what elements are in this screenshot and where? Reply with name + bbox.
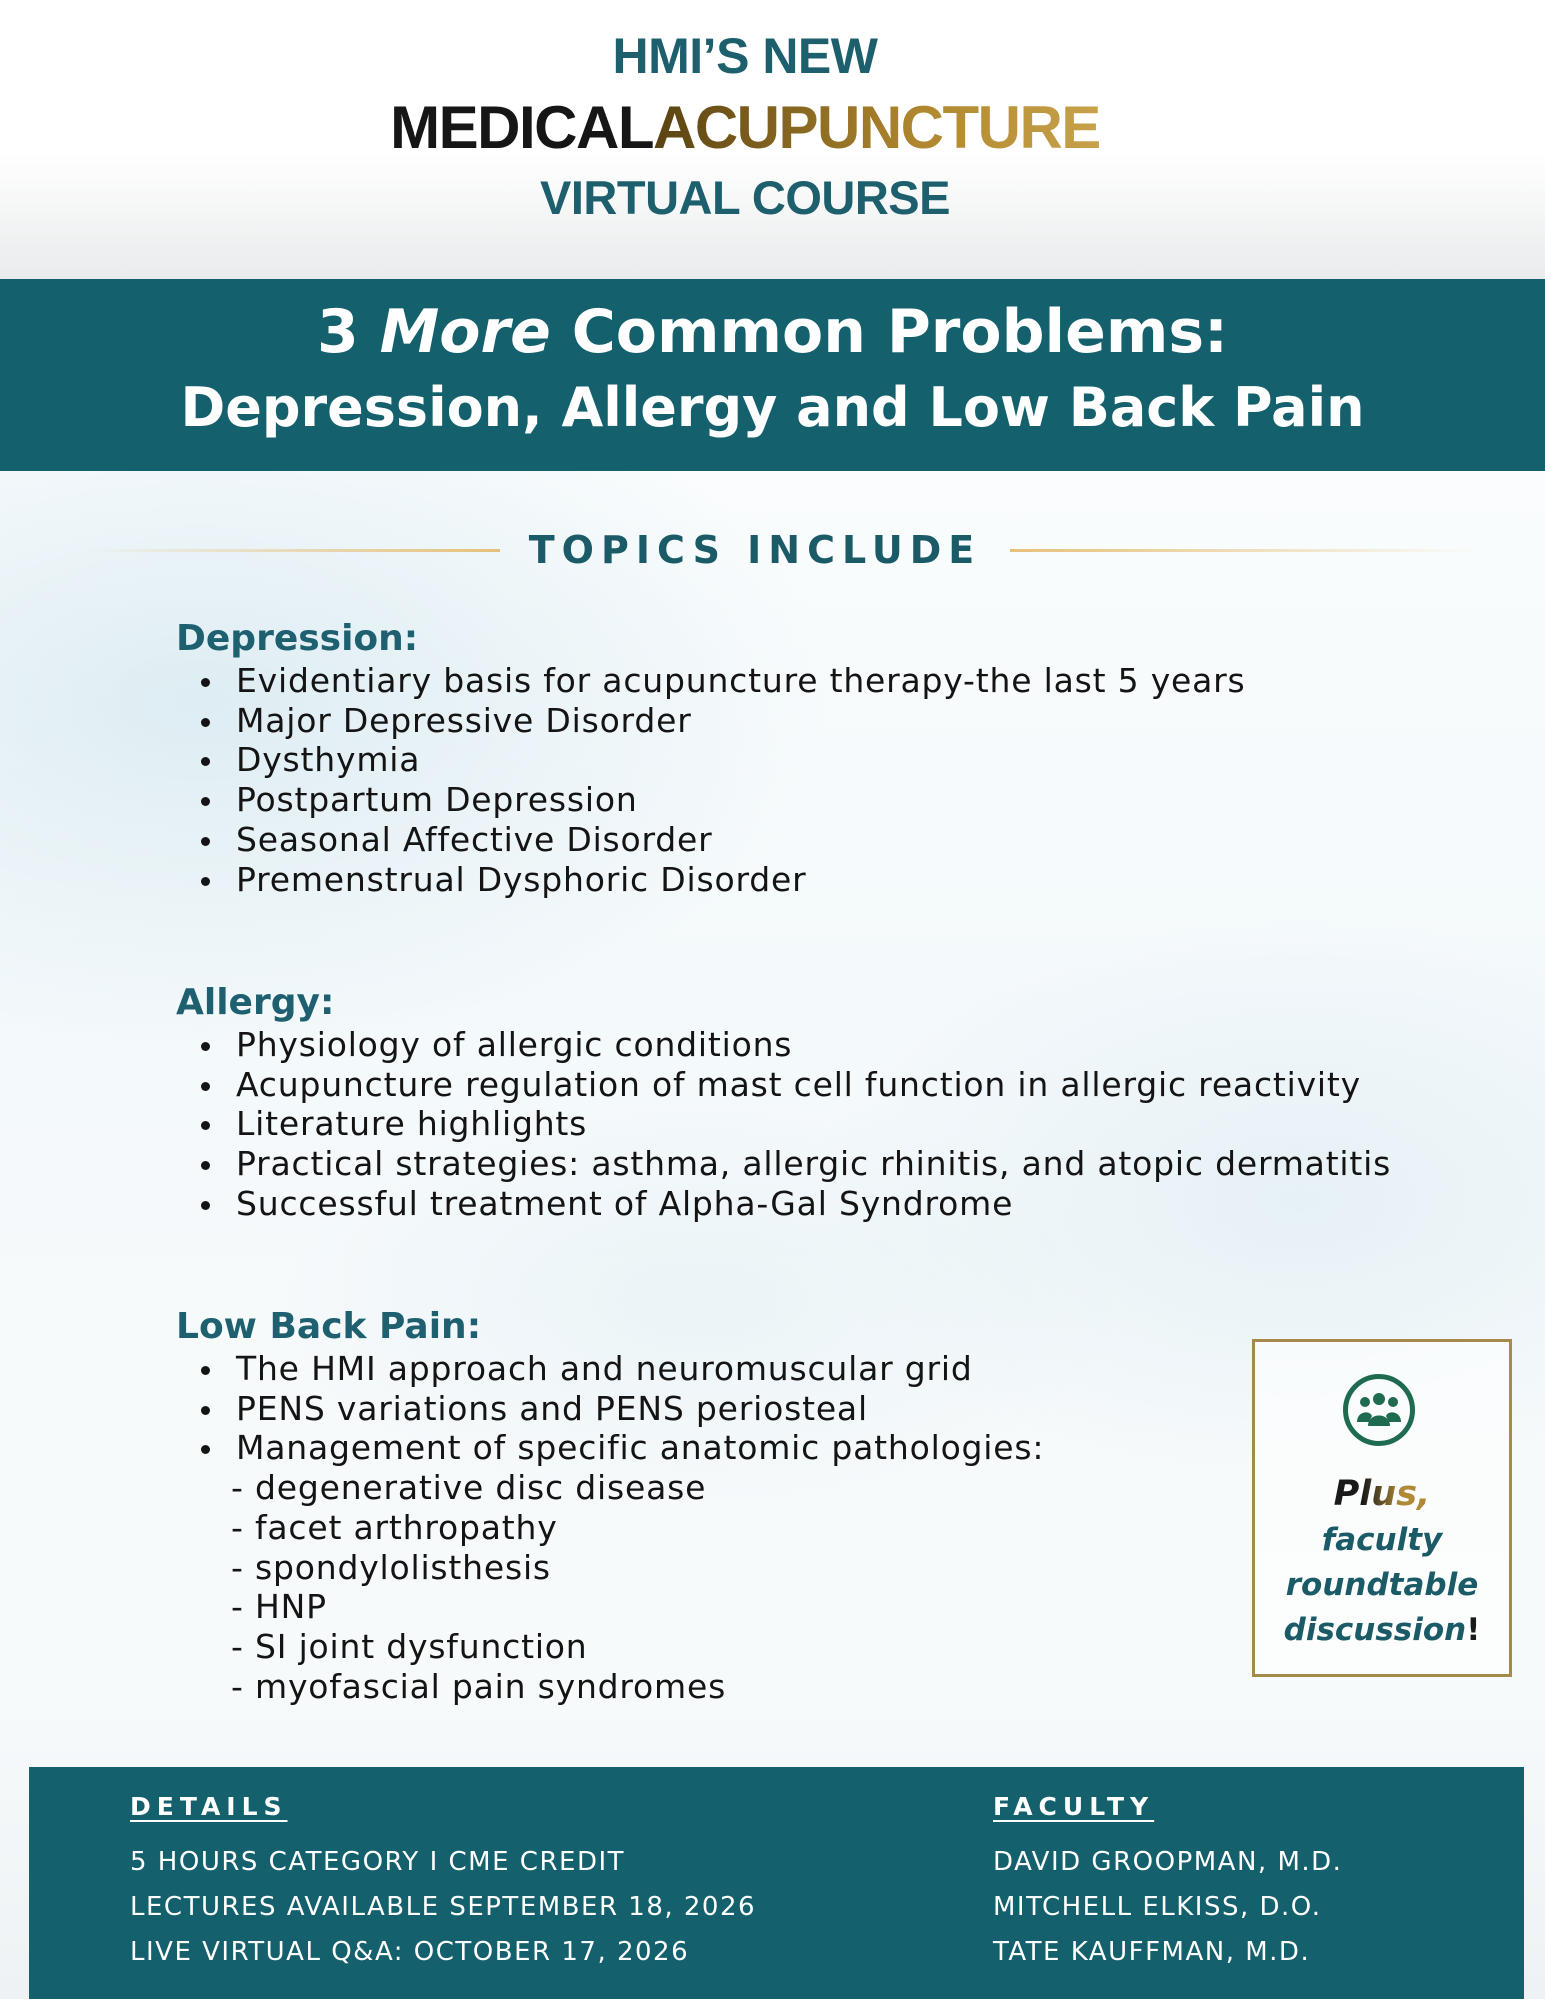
title-line-1: HMI’S NEW [612, 28, 878, 84]
sub-list-item: - spondylolisthesis [231, 1547, 551, 1587]
title-medical: MEDICAL [390, 94, 653, 161]
title-line-2 [0, 90, 1490, 166]
callout-text [1255, 1472, 1509, 1653]
list-item: Dysthymia [176, 740, 1246, 780]
title-acupuncture: ACUPUNCTURE [652, 94, 1100, 161]
list-item: The HMI approach and neuromuscular grid [176, 1349, 1044, 1389]
list-item: Successful treatment of Alpha-Gal Syndrome [176, 1184, 1391, 1224]
gold-divider-right [1010, 549, 1480, 552]
callout-exclamation: ! [1466, 1612, 1481, 1648]
list-item: Management of specific anatomic pathologies: [176, 1428, 1044, 1468]
sub-list-item: - HNP [231, 1587, 327, 1627]
topic-list [176, 661, 1246, 899]
list-item: Evidentiary basis for acupuncture therapy-the last 5 years [176, 661, 1246, 701]
details-line: 5 HOURS CATEGORY I CME CREDIT [130, 1847, 626, 1877]
faculty-column [993, 1787, 1342, 1975]
list-item: Premenstrual Dysphoric Disorder [176, 860, 1246, 900]
section-heading: Depression: [176, 618, 419, 659]
banner-line-1 [0, 299, 1545, 365]
section-low-back-pain [176, 1305, 1044, 1706]
list-item: Postpartum Depression [176, 780, 1246, 820]
topics-heading-row [0, 520, 1545, 580]
callout-line: roundtable [1285, 1567, 1479, 1603]
callout-plus-word: Plus, [1333, 1474, 1431, 1514]
sub-list-item: - degenerative disc disease [231, 1468, 707, 1508]
title-line-3: VIRTUAL COURSE [540, 171, 950, 224]
section-allergy [176, 981, 1391, 1224]
gold-divider-left [80, 549, 500, 552]
details-column [130, 1787, 756, 1975]
section-heading: Low Back Pain: [176, 1306, 482, 1347]
list-item: Major Depressive Disorder [176, 701, 1246, 741]
faculty-member: MITCHELL ELKISS, D.O. [993, 1892, 1322, 1922]
topics-title: TOPICS INCLUDE [528, 528, 982, 572]
list-item: PENS variations and PENS periosteal [176, 1389, 1044, 1429]
group-people-icon [1343, 1374, 1415, 1446]
details-line: LECTURES AVAILABLE SEPTEMBER 18, 2026 [130, 1892, 757, 1922]
topic-list [176, 1349, 1044, 1706]
list-item: Acupuncture regulation of mast cell function in allergic reactivity [176, 1065, 1391, 1105]
list-item: Physiology of allergic conditions [176, 1025, 1391, 1065]
sub-list-item: - myofascial pain syndromes [231, 1666, 727, 1706]
footer-bar [29, 1767, 1524, 1999]
faculty-member: TATE KAUFFMAN, M.D. [993, 1937, 1311, 1967]
list-item: Literature highlights [176, 1104, 1391, 1144]
sub-list-item: - SI joint dysfunction [231, 1626, 588, 1666]
section-depression [176, 617, 1246, 899]
details-line: LIVE VIRTUAL Q&A: OCTOBER 17, 2026 [130, 1937, 690, 1967]
course-title-block [0, 22, 1490, 230]
course-banner [0, 279, 1545, 471]
roundtable-callout [1252, 1339, 1512, 1677]
sub-list-item: - facet arthropathy [231, 1507, 558, 1547]
list-item: Practical strategies: asthma, allergic rhinitis, and atopic dermatitis [176, 1144, 1391, 1184]
banner-line-2: Depression, Allergy and Low Back Pain [180, 376, 1365, 439]
topic-list [176, 1025, 1391, 1224]
banner-prefix: 3 [316, 297, 380, 367]
callout-line: faculty [1321, 1522, 1443, 1558]
details-heading: DETAILS [130, 1792, 288, 1821]
list-item: Seasonal Affective Disorder [176, 820, 1246, 860]
banner-suffix: Common Problems: [550, 297, 1229, 367]
banner-italic-word: More [379, 297, 551, 367]
faculty-member: DAVID GROOPMAN, M.D. [993, 1847, 1343, 1877]
section-heading: Allergy: [176, 982, 335, 1023]
faculty-heading: FACULTY [993, 1792, 1155, 1821]
callout-line: discussion [1283, 1612, 1467, 1648]
